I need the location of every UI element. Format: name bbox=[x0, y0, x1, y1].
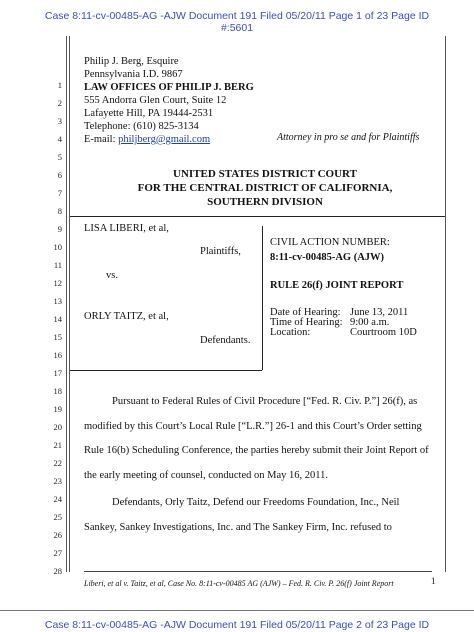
line-number: 11 bbox=[53, 260, 62, 270]
line-number: 21 bbox=[53, 440, 62, 450]
paragraph2-line1: Defendants, Orly Taitz, Defend our Freedoms Foundation, Inc., Neil bbox=[112, 497, 400, 508]
line-number: 18 bbox=[53, 386, 62, 396]
report-title: RULE 26(f) JOINT REPORT bbox=[270, 280, 404, 291]
right-margin-rule bbox=[445, 36, 446, 572]
line-number: 20 bbox=[53, 422, 62, 432]
next-page-header: Case 8:11-cv-00485-AG -AJW Document 191 Filed 05/20/11 Page 2 of 23 Page ID bbox=[44, 619, 430, 631]
line-number: 24 bbox=[53, 494, 62, 504]
address-line2: Lafayette Hill, PA 19444-2531 bbox=[84, 108, 214, 119]
paragraph1-line4: the early meeting of counsel, conducted on May 16, 2011. bbox=[84, 470, 328, 481]
ecf-header-line1: Case 8:11-cv-00485-AG -AJW Document 191 Filed 05/20/11 Page 1 of 23 Page ID bbox=[44, 10, 430, 22]
line-number: 16 bbox=[53, 350, 62, 360]
court-title-line3: SOUTHERN DIVISION bbox=[207, 196, 323, 208]
defendant-name: ORLY TAITZ, et al, bbox=[84, 311, 169, 322]
paragraph1-line1: Pursuant to Federal Rules of Civil Procedure [“Fed. R. Civ. P.”] 26(f), as bbox=[112, 396, 418, 407]
attorney-name: Philip J. Berg, Esquire bbox=[84, 56, 179, 67]
line-number: 22 bbox=[53, 458, 62, 468]
paragraph2-line2: Sankey, Sankey Investigations, Inc. and The Sankey Firm, Inc. refused to bbox=[84, 522, 392, 533]
line-number: 15 bbox=[53, 332, 62, 342]
page-number: 1 bbox=[431, 576, 436, 586]
line-number: 12 bbox=[53, 278, 62, 288]
attorney-role: Attorney in pro se and for Plaintiffs bbox=[277, 132, 420, 143]
line-number: 4 bbox=[57, 134, 62, 144]
line-number: 13 bbox=[53, 296, 62, 306]
ecf-header-line2: #:5601 bbox=[220, 22, 254, 34]
email-label: E-mail: bbox=[84, 134, 116, 145]
footer-caption: Liberi, et al v. Taitz, et al, Case No. 8:11-cv-00485 AG (AJW) – Fed. R. Civ. P. 26(f) Joint Report bbox=[84, 579, 394, 588]
footer-rule bbox=[84, 571, 432, 572]
caption-top-rule bbox=[70, 216, 445, 217]
line-number: 28 bbox=[53, 566, 62, 576]
hearing-date-label: Date of Hearing: bbox=[270, 307, 341, 318]
line-number: 7 bbox=[57, 188, 62, 198]
left-margin-rule-inner bbox=[69, 36, 70, 572]
defendants-label: Defendants. bbox=[200, 335, 251, 346]
line-number: 1 bbox=[57, 80, 62, 90]
email-link[interactable]: philjberg@gmail.com bbox=[118, 134, 211, 145]
caption-bottom-rule bbox=[70, 370, 262, 371]
hearing-time: 9:00 a.m. bbox=[350, 317, 390, 328]
hearing-time-label: Time of Hearing: bbox=[270, 317, 343, 328]
line-number: 19 bbox=[53, 404, 62, 414]
line-number: 17 bbox=[53, 368, 62, 378]
line-number: 23 bbox=[53, 476, 62, 486]
address-line1: 555 Andorra Glen Court, Suite 12 bbox=[84, 95, 227, 106]
caption-divider bbox=[262, 226, 263, 370]
line-number: 6 bbox=[57, 170, 62, 180]
plaintiff-name: LISA LIBERI, et al, bbox=[84, 223, 169, 234]
location-label: Location: bbox=[270, 327, 311, 338]
line-number: 27 bbox=[53, 548, 62, 558]
case-number: 8:11-cv-00485-AG (AJW) bbox=[270, 252, 385, 263]
court-title-line2: FOR THE CENTRAL DISTRICT OF CALIFORNIA, bbox=[137, 182, 393, 194]
law-firm-name: LAW OFFICES OF PHILIP J. BERG bbox=[84, 82, 254, 93]
hearing-date: June 13, 2011 bbox=[350, 307, 409, 318]
telephone: Telephone: (610) 825-3134 bbox=[84, 121, 199, 132]
line-number: 25 bbox=[53, 512, 62, 522]
line-number: 9 bbox=[57, 224, 62, 234]
line-number: 14 bbox=[53, 314, 62, 324]
paragraph1-line3: Rule 16(b) Scheduling Conference, the parties hereby submit their Joint Report of bbox=[84, 445, 429, 456]
page-break bbox=[0, 610, 474, 611]
line-number: 10 bbox=[53, 242, 62, 252]
court-title-line1: UNITED STATES DISTRICT COURT bbox=[173, 168, 357, 180]
civil-action-label: CIVIL ACTION NUMBER: bbox=[270, 237, 390, 248]
email-line bbox=[84, 134, 210, 146]
versus: vs. bbox=[106, 270, 118, 281]
attorney-id: Pennsylvania I.D. 9867 bbox=[84, 69, 183, 80]
line-number: 8 bbox=[57, 206, 62, 216]
left-margin-rule bbox=[66, 36, 67, 572]
plaintiffs-label: Plaintiffs, bbox=[200, 246, 241, 257]
paragraph1-line2: modified by this Court’s Local Rule [“L.R.”] 26-1 and this Court’s Order setting bbox=[84, 421, 422, 432]
line-number: 5 bbox=[57, 152, 62, 162]
location: Courtroom 10D bbox=[350, 327, 417, 338]
line-number: 2 bbox=[57, 98, 62, 108]
line-number: 26 bbox=[53, 530, 62, 540]
line-number: 3 bbox=[57, 116, 62, 126]
